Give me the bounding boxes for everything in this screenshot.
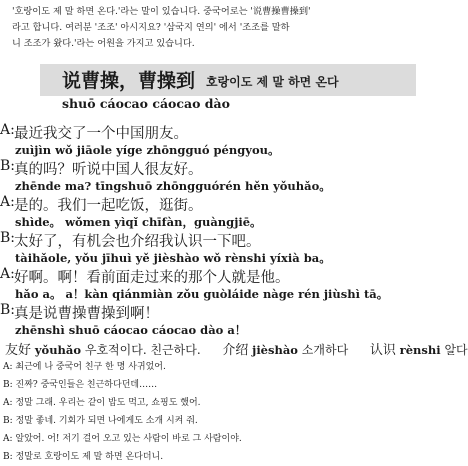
chinese-sentence: 太好了，有机会也介绍我认识一下吧。 [14, 234, 261, 250]
translation-line: A: 정말 그래. 우리는 같이 밥도 먹고, 쇼핑도 했어. [3, 398, 201, 408]
speaker-label: A: [0, 194, 15, 210]
vocab-chinese: 友好 [5, 343, 32, 358]
chinese-sentence: 好啊。啊！看前面走过来的那个人就是他。 [14, 270, 290, 286]
intro-line: '호랑이도 제 말 하면 온다.'라는 말이 있습니다. 중국어로는 '说曹操曹操到' [12, 6, 311, 17]
intro-line: 니 조조가 왔다.'라는 어원을 가지고 있습니다. [12, 38, 195, 49]
pinyin-line [0, 320, 420, 338]
dialogue-line [0, 302, 420, 320]
pinyin-sentence: zhēnshì shuō cáocao cáocao dào a！ [15, 323, 247, 337]
dialogue-line [0, 230, 420, 248]
translation-line: A: 알았어. 어! 저기 걸어 오고 있는 사람이 바로 그 사람이야. [3, 434, 242, 444]
vocab-korean: 알다 [444, 343, 468, 357]
vocab-chinese: 认识 [369, 343, 396, 358]
translation-line: B: 정말로 호랑이도 제 말 하면 온다더니. [3, 452, 164, 462]
speaker-label: B: [0, 302, 16, 318]
dialogue-line [0, 266, 420, 284]
chinese-sentence: 真是说曹操曹操到啊！ [14, 306, 159, 322]
speaker-label: B: [0, 230, 16, 246]
vocab-korean: 소개하다 [301, 343, 349, 357]
translation-line: B: 정말 좋네. 기회가 되면 나에게도 소개 시켜 줘. [3, 416, 198, 426]
vocab-pinyin: jièshào [252, 343, 298, 357]
korean-translation [3, 358, 242, 466]
dialogue [0, 122, 420, 338]
vocab-pinyin: yǒuhǎo [34, 343, 82, 357]
dialogue-line [0, 122, 420, 140]
title-pinyin: shuō cáocao cáocao dào [62, 96, 230, 111]
vocab-korean: 우호적이다. 친근하다. [84, 343, 201, 357]
translation-line: B: 진짜? 중국인들은 친근하다던데…… [3, 380, 158, 390]
title-chinese: 说曹操，曹操到 [62, 70, 196, 92]
title-banner [40, 64, 416, 96]
pinyin-sentence: tàihǎole, yǒu jīhuì yě jièshào wǒ rènshi yíxià ba。 [15, 251, 331, 265]
intro-line: 라고 합니다. 여러분 '조조' 아시지요? '삼국지 연의' 에서 '조조를 말하 [12, 22, 290, 33]
speaker-label: A: [0, 266, 15, 282]
pinyin-line [0, 140, 420, 158]
dialogue-line [0, 158, 420, 176]
chinese-sentence: 最近我交了一个中国朋友。 [14, 126, 188, 142]
pinyin-line [0, 176, 420, 194]
speaker-label: A: [0, 122, 15, 138]
chinese-sentence: 真的吗？听说中国人很友好。 [14, 162, 203, 178]
pinyin-sentence: shìde。 wǒmen yìqǐ chīfàn，guàngjiē。 [15, 215, 262, 229]
vocab-pinyin: rènshi [399, 343, 441, 357]
vocabulary-line [5, 339, 468, 358]
vocab-chinese: 介绍 [222, 343, 249, 358]
translation-line: A: 최근에 나 중국어 친구 한 명 사귀었어. [3, 362, 166, 372]
pinyin-line [0, 248, 420, 266]
chinese-sentence: 是的。我们一起吃饭，逛街。 [14, 198, 203, 214]
pinyin-sentence: zhēnde ma? tīngshuō zhōngguórén hěn yǒuhǎo。 [15, 179, 331, 193]
title-korean: 호랑이도 제 말 하면 온다 [206, 75, 339, 89]
intro-paragraph [12, 4, 414, 52]
dialogue-line [0, 194, 420, 212]
pinyin-line [0, 284, 420, 302]
pinyin-sentence: hǎo a。 a！kàn qiánmiàn zǒu guòláide nàge rén jiùshì tā。 [15, 287, 389, 301]
pinyin-sentence: zuìjìn wǒ jiāole yíge zhōngguó péngyou。 [15, 143, 280, 157]
speaker-label: B: [0, 158, 16, 174]
pinyin-line [0, 212, 420, 230]
